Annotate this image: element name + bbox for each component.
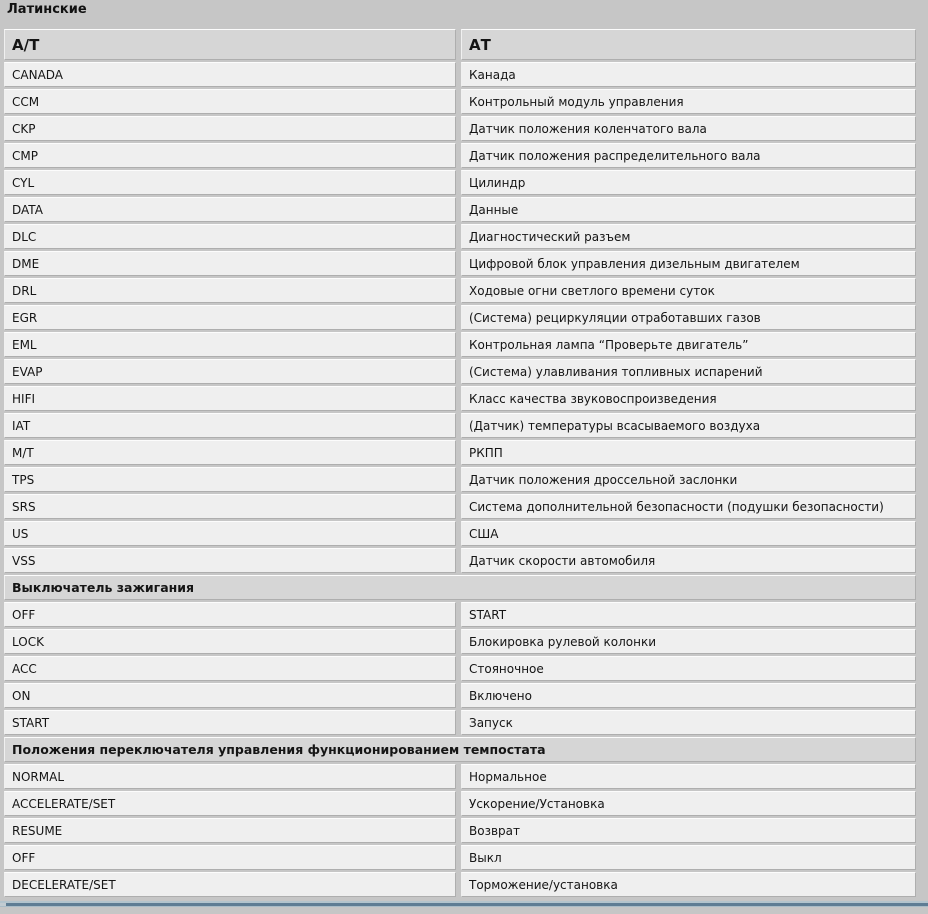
- definition-cell: Запуск: [461, 710, 916, 735]
- definition-cell: Цилиндр: [461, 170, 916, 195]
- term-cell: CCM: [4, 89, 456, 114]
- term-cell: EVAP: [4, 359, 456, 384]
- definition-cell: Нормальное: [461, 764, 916, 789]
- term-cell: DLC: [4, 224, 456, 249]
- term-cell: SRS: [4, 494, 456, 519]
- definition-cell: Цифровой блок управления дизельным двигателем: [461, 251, 916, 276]
- term-cell: HIFI: [4, 386, 456, 411]
- definition-cell: Датчик положения дроссельной заслонки: [461, 467, 916, 492]
- definition-cell: Блокировка рулевой колонки: [461, 629, 916, 654]
- definition-cell: Стояночное: [461, 656, 916, 681]
- definition-cell: РКПП: [461, 440, 916, 465]
- term-cell: VSS: [4, 548, 456, 573]
- splitter-handle-icon: [0, 903, 6, 906]
- term-cell: IAT: [4, 413, 456, 438]
- definition-cell: Датчик положения распределительного вала: [461, 143, 916, 168]
- page-title: Латинские: [7, 2, 87, 17]
- column-header-right: АТ: [461, 29, 916, 60]
- definition-cell: Система дополнительной безопасности (подушки безопасности): [461, 494, 916, 519]
- term-cell: EML: [4, 332, 456, 357]
- definition-cell: (Система) рециркуляции отработавших газов: [461, 305, 916, 330]
- term-cell: ON: [4, 683, 456, 708]
- definition-cell: START: [461, 602, 916, 627]
- term-cell: RESUME: [4, 818, 456, 843]
- section-header: Выключатель зажигания: [4, 575, 916, 600]
- term-cell: US: [4, 521, 456, 546]
- definition-cell: Контрольный модуль управления: [461, 89, 916, 114]
- term-cell: M/T: [4, 440, 456, 465]
- term-cell: DME: [4, 251, 456, 276]
- term-cell: CKP: [4, 116, 456, 141]
- term-cell: ACC: [4, 656, 456, 681]
- definition-cell: (Система) улавливания топливных испарений: [461, 359, 916, 384]
- definition-cell: Датчик положения коленчатого вала: [461, 116, 916, 141]
- definition-cell: Выкл: [461, 845, 916, 870]
- definition-cell: Включено: [461, 683, 916, 708]
- definition-cell: Диагностический разъем: [461, 224, 916, 249]
- term-cell: CANADA: [4, 62, 456, 87]
- definition-cell: Датчик скорости автомобиля: [461, 548, 916, 573]
- term-cell: DECELERATE/SET: [4, 872, 456, 897]
- definition-cell: Канада: [461, 62, 916, 87]
- term-cell: ACCELERATE/SET: [4, 791, 456, 816]
- term-cell: START: [4, 710, 456, 735]
- column-header-left: A/T: [4, 29, 456, 60]
- bottom-splitter[interactable]: [0, 901, 928, 907]
- definition-cell: Ускорение/Установка: [461, 791, 916, 816]
- definition-cell: Контрольная лампа “Проверьте двигатель”: [461, 332, 916, 357]
- definition-cell: Торможение/установка: [461, 872, 916, 897]
- term-cell: NORMAL: [4, 764, 456, 789]
- definition-cell: Данные: [461, 197, 916, 222]
- section-header: Положения переключателя управления функционированием темпостата: [4, 737, 916, 762]
- term-cell: CMP: [4, 143, 456, 168]
- definition-cell: Класс качества звуковоспроизведения: [461, 386, 916, 411]
- definition-cell: США: [461, 521, 916, 546]
- definition-cell: (Датчик) температуры всасываемого воздуха: [461, 413, 916, 438]
- term-cell: CYL: [4, 170, 456, 195]
- term-cell: EGR: [4, 305, 456, 330]
- term-cell: OFF: [4, 845, 456, 870]
- term-cell: TPS: [4, 467, 456, 492]
- glossary-table: [4, 29, 916, 897]
- term-cell: LOCK: [4, 629, 456, 654]
- term-cell: DATA: [4, 197, 456, 222]
- definition-cell: Ходовые огни светлого времени суток: [461, 278, 916, 303]
- term-cell: OFF: [4, 602, 456, 627]
- term-cell: DRL: [4, 278, 456, 303]
- definition-cell: Возврат: [461, 818, 916, 843]
